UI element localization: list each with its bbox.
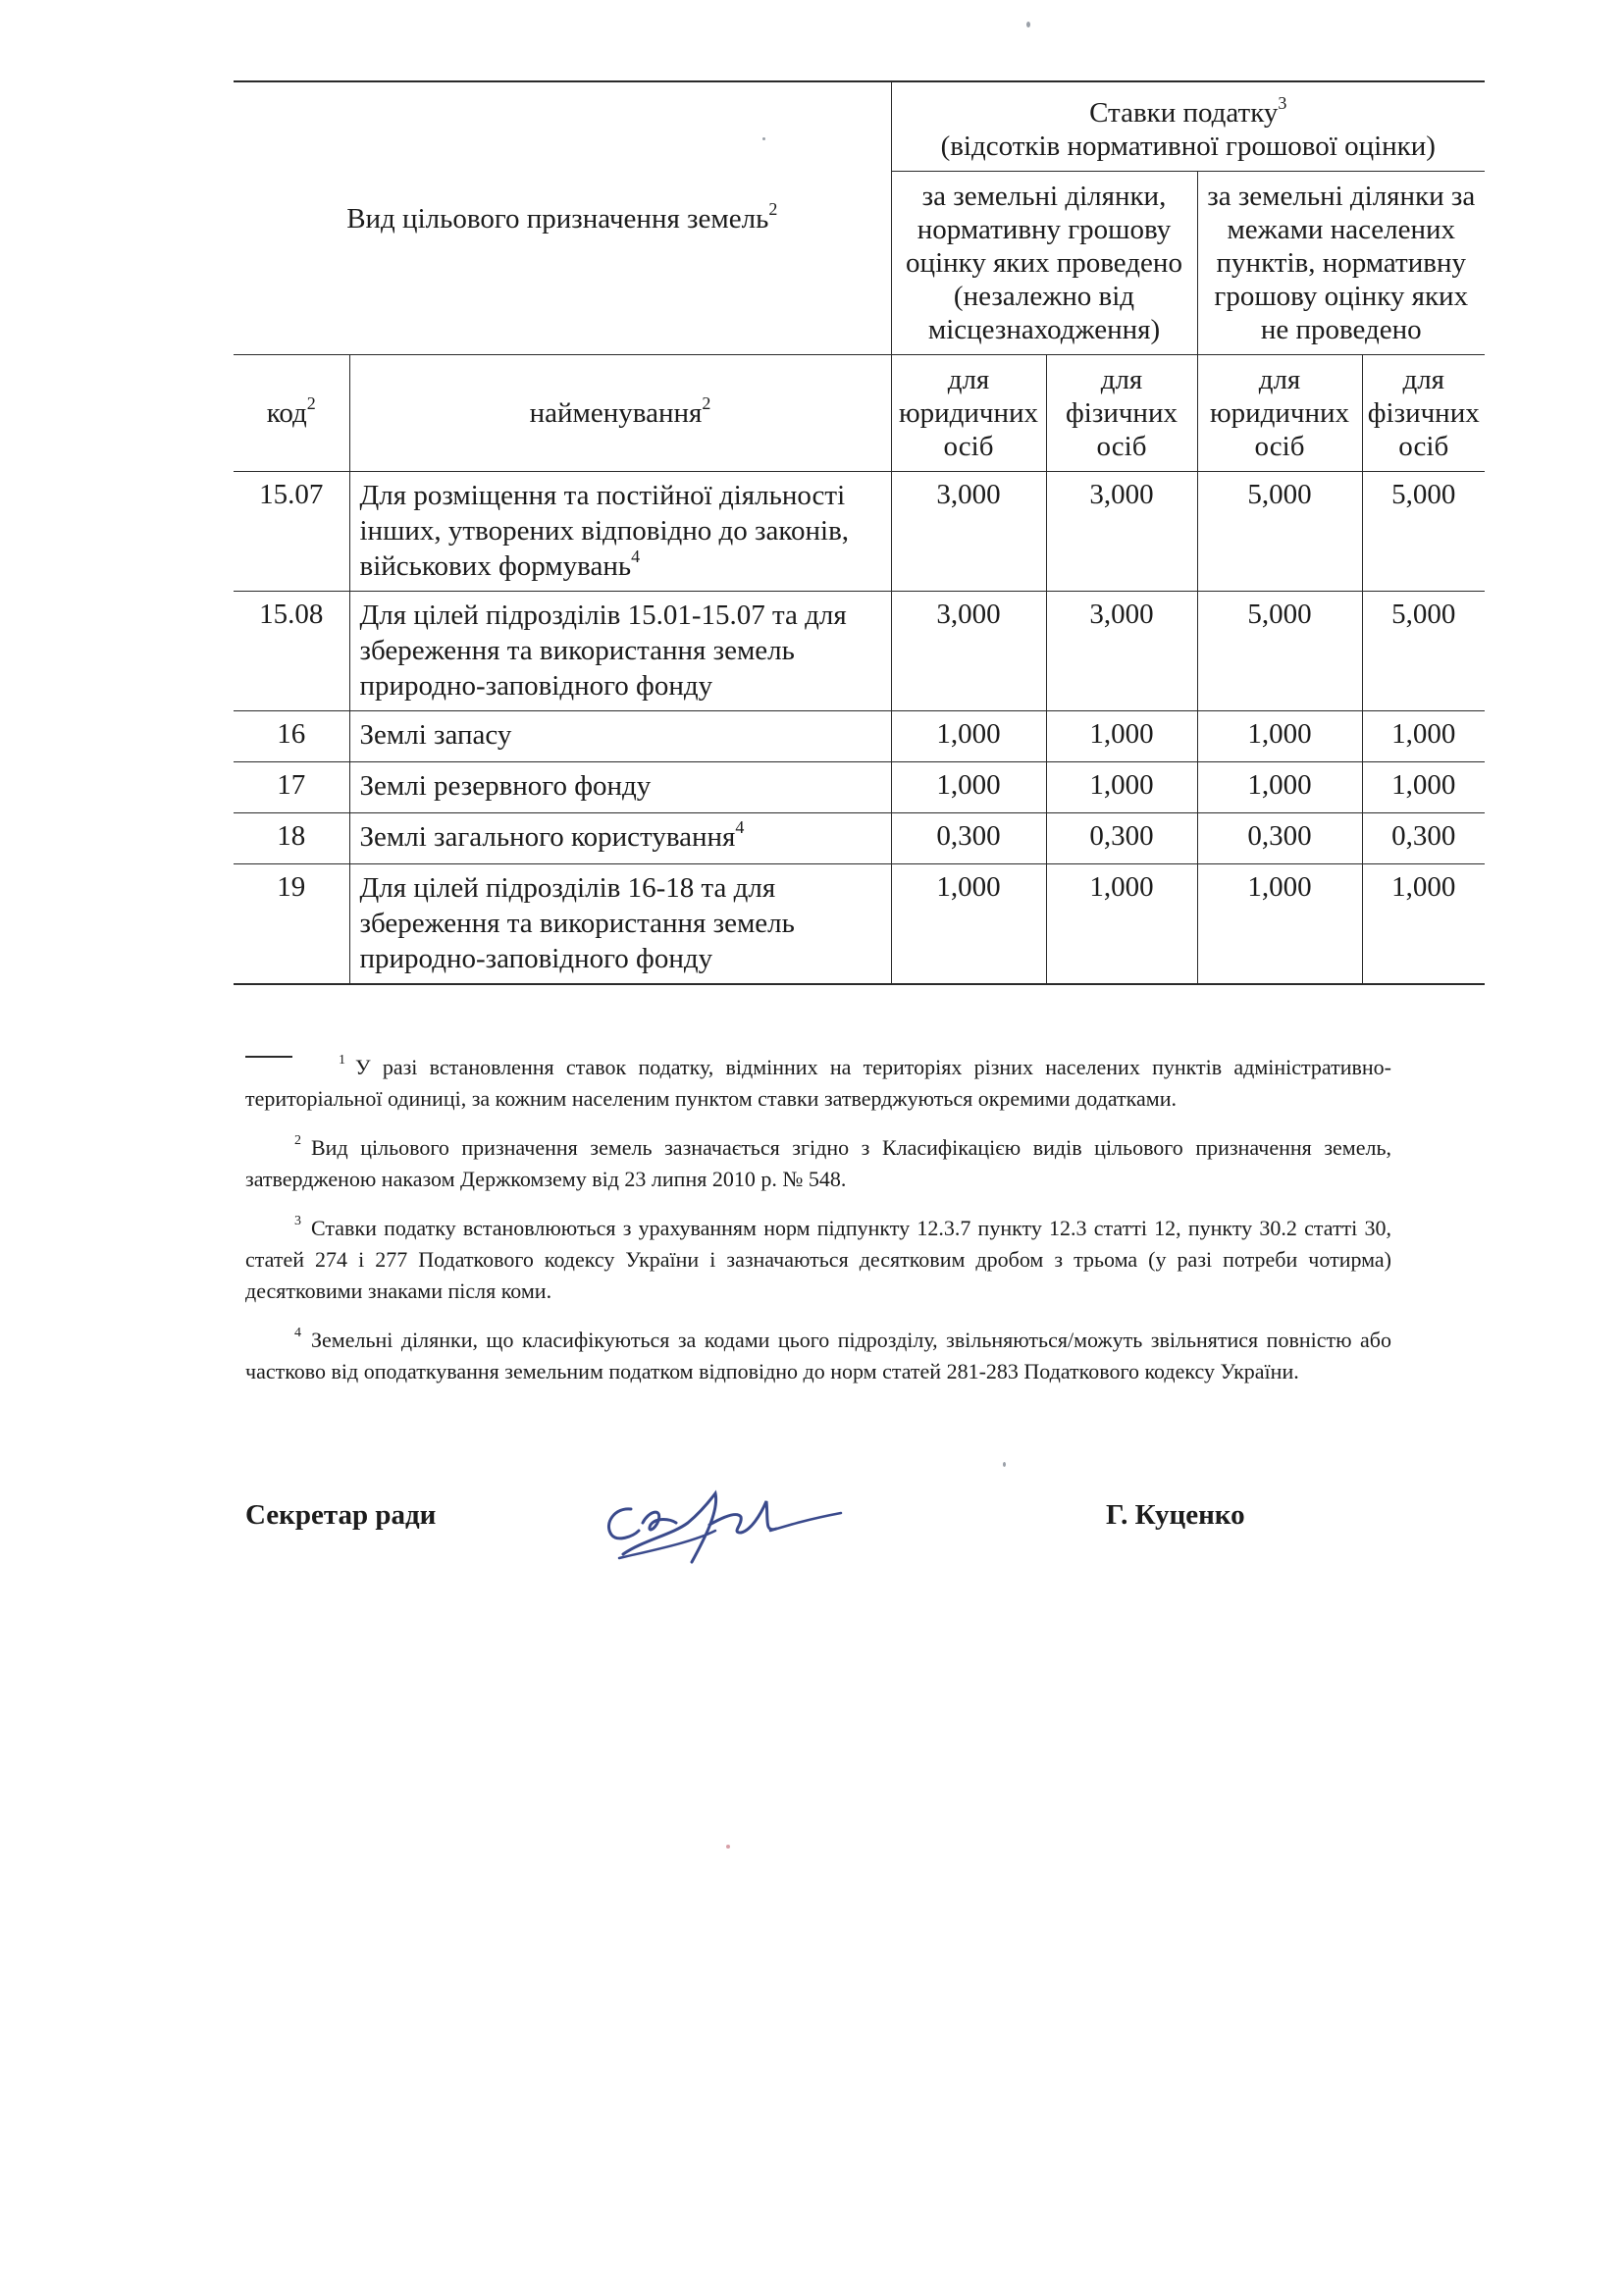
footnotes-section — [245, 1052, 1391, 1405]
row-value-legal-assessed: 1,000 — [891, 762, 1046, 813]
row-code: 15.08 — [234, 592, 349, 711]
row-code: 16 — [234, 711, 349, 762]
footnote-mark: 2 — [294, 1132, 301, 1148]
individuals-header-1: для фізичних осіб — [1046, 355, 1197, 472]
row-value-individual-assessed: 1,000 — [1046, 762, 1197, 813]
row-value-individual-outside: 5,000 — [1362, 592, 1485, 711]
handwritten-signature — [594, 1472, 859, 1580]
name-sup: 2 — [702, 393, 711, 414]
row-value-individual-assessed: 1,000 — [1046, 864, 1197, 984]
footnote-mark: 3 — [294, 1213, 301, 1228]
scan-speck — [726, 1845, 730, 1849]
signatory-title: Секретар ради — [245, 1499, 437, 1531]
row-value-legal-assessed: 0,300 — [891, 813, 1046, 864]
row-name-sup: 4 — [735, 817, 745, 838]
row-code: 17 — [234, 762, 349, 813]
row-name — [349, 592, 891, 711]
footnote-text: Земельні ділянки, що класифікуються за кодами цього підрозділу, звільняються/можуть звільнятися повністю або частково від оподаткування земельним податком відповідно до норм статей 281-283 Податкового кодексу України. — [245, 1328, 1391, 1383]
name-label: найменування — [529, 397, 703, 429]
row-name — [349, 864, 891, 984]
row-value-individual-assessed: 3,000 — [1046, 592, 1197, 711]
rates-header-text: Ставки податку — [1089, 97, 1279, 129]
row-name-text: Для розміщення та постійної діяльності інших, утворених відповідно до законів, військових формувань — [359, 480, 850, 582]
row-value-legal-outside: 1,000 — [1197, 762, 1362, 813]
rates-subtitle: (відсотків нормативної грошової оцінки) — [940, 130, 1436, 162]
row-name — [349, 813, 891, 864]
row-value-legal-assessed: 3,000 — [891, 472, 1046, 592]
row-value-individual-outside: 1,000 — [1362, 864, 1485, 984]
scan-speck — [762, 137, 765, 140]
row-name — [349, 711, 891, 762]
assessed-plots-header: за земельні ділянки, нормативну грошову оцінку яких проведено (незалежно від місцезнаходження) — [891, 172, 1197, 355]
footnote-4 — [245, 1325, 1391, 1387]
purpose-header-sup: 2 — [768, 198, 778, 219]
footnote-2 — [245, 1132, 1391, 1195]
table-row — [234, 472, 1485, 592]
row-name — [349, 472, 891, 592]
row-value-legal-outside: 5,000 — [1197, 592, 1362, 711]
rates-header-sup: 3 — [1278, 93, 1287, 114]
legal-entities-header-2: для юридичних осіб — [1197, 355, 1362, 472]
row-value-individual-assessed: 0,300 — [1046, 813, 1197, 864]
land-tax-rates-table — [234, 80, 1485, 985]
row-name-text: Землі резервного фонду — [359, 770, 652, 802]
footnote-text: Вид цільового призначення земель зазначається згідно з Класифікацією видів цільового призначення земель, затвердженою наказом Держкомзему від 23 липня 2010 р. № 548. — [245, 1135, 1391, 1191]
row-value-individual-outside: 0,300 — [1362, 813, 1485, 864]
scan-speck — [1003, 1462, 1006, 1467]
rates-header — [891, 81, 1485, 172]
row-name-sup: 4 — [631, 547, 641, 567]
purpose-header-text: Вид цільового призначення земель — [346, 202, 769, 235]
row-value-legal-outside: 0,300 — [1197, 813, 1362, 864]
row-value-legal-assessed: 3,000 — [891, 592, 1046, 711]
table-row — [234, 711, 1485, 762]
row-name-text: Для цілей підрозділів 15.01-15.07 та для збереження та використання земель природно-заповідного фонду — [359, 600, 847, 702]
row-value-legal-outside: 5,000 — [1197, 472, 1362, 592]
footnote-text: У разі встановлення ставок податку, відмінних на територіях різних населених пунктів адміністративно-територіальної одиниці, за кожним населеним пунктом ставки затверджуються окремими додатками. — [245, 1055, 1391, 1111]
name-column-header — [349, 355, 891, 472]
table-row — [234, 592, 1485, 711]
footnote-mark: 1 — [339, 1052, 345, 1068]
row-code: 15.07 — [234, 472, 349, 592]
row-name-text: Для цілей підрозділів 16-18 та для збереження та використання земель природно-заповідного фонду — [359, 872, 795, 974]
footnote-3 — [245, 1213, 1391, 1307]
individuals-header-2: для фізичних осіб — [1362, 355, 1485, 472]
legal-entities-header-1: для юридичних осіб — [891, 355, 1046, 472]
row-value-legal-assessed: 1,000 — [891, 864, 1046, 984]
row-name-text: Землі запасу — [359, 719, 512, 751]
footnote-1 — [245, 1052, 1391, 1115]
table-row — [234, 864, 1485, 984]
row-name — [349, 762, 891, 813]
signatory-name: Г. Куценко — [1106, 1499, 1245, 1531]
row-value-legal-outside: 1,000 — [1197, 711, 1362, 762]
row-value-legal-assessed: 1,000 — [891, 711, 1046, 762]
row-code: 18 — [234, 813, 349, 864]
scan-speck — [1026, 22, 1030, 27]
code-label: код — [266, 397, 307, 429]
row-value-legal-outside: 1,000 — [1197, 864, 1362, 984]
table-row — [234, 813, 1485, 864]
table-row — [234, 762, 1485, 813]
code-sup: 2 — [306, 393, 316, 414]
row-code: 19 — [234, 864, 349, 984]
code-column-header — [234, 355, 349, 472]
row-value-individual-outside: 1,000 — [1362, 762, 1485, 813]
row-value-individual-outside: 5,000 — [1362, 472, 1485, 592]
row-name-text: Землі загального користування — [359, 821, 736, 853]
purpose-header — [234, 81, 891, 355]
footnote-mark: 4 — [294, 1325, 301, 1340]
row-value-individual-outside: 1,000 — [1362, 711, 1485, 762]
outside-settlements-header: за земельні ділянки за межами населених пунктів, нормативну грошову оцінку яких не проведено — [1197, 172, 1485, 355]
row-value-individual-assessed: 3,000 — [1046, 472, 1197, 592]
row-value-individual-assessed: 1,000 — [1046, 711, 1197, 762]
footnote-text: Ставки податку встановлюються з урахуванням норм підпункту 12.3.7 пункту 12.3 статті 12, пункту 30.2 статті 30, статей 274 і 277 Податкового кодексу України і зазначаються десятковим дробом з трьома (у разі потреби чотирма) десятковими знаками після коми. — [245, 1216, 1391, 1303]
